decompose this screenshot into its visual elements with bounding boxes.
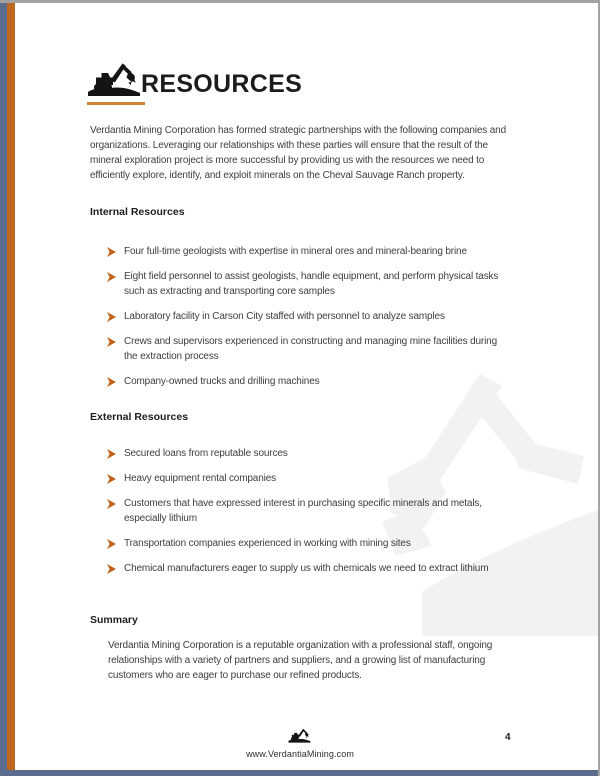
list-item-text: Eight field personnel to assist geologists, handle equipment, and perform physical tasks such as extracting and transporting core samples: [124, 271, 499, 297]
list-item-text: Transportation companies experienced in working with mining sites: [124, 538, 411, 549]
page-number: 4: [505, 732, 511, 743]
list-item: [107, 471, 509, 486]
left-accent-bar-orange: [7, 0, 15, 776]
arrow-bullet-icon: [107, 496, 116, 526]
arrow-bullet-icon: [107, 471, 116, 486]
section-heading-external-resources: External Resources: [90, 411, 189, 423]
arrow-bullet-icon: [107, 269, 116, 299]
list-item: [107, 269, 509, 299]
list-item-text: Company-owned trucks and drilling machines: [124, 376, 320, 387]
intro-paragraph: Verdantia Mining Corporation has formed strategic partnerships with the following companies and organizations. Leveraging our relationships with these parties will ensure that the result of the mineral exploration project is more successful by providing us with the resources we need to efficiently explore, identify, and exploit minerals on the Cheval Sauvage Ranch property.: [90, 125, 506, 181]
list-item-text: Chemical manufacturers eager to supply us with chemicals we need to extract lithium: [124, 563, 489, 574]
bottom-accent-bar: [0, 770, 600, 776]
section-heading-summary: Summary: [90, 614, 138, 626]
summary-paragraph: Verdantia Mining Corporation is a reputable organization with a professional staff, ongoing relationships with a variety of partners and suppliers, and a growing list of manufacturing customers who are eager to purchase our refined products.: [108, 640, 493, 681]
arrow-bullet-icon: [107, 446, 116, 461]
arrow-bullet-icon: [107, 334, 116, 364]
list-item-text: Secured loans from reputable sources: [124, 448, 288, 459]
list-item-text: Laboratory facility in Carson City staffed with personnel to analyze samples: [124, 311, 445, 322]
arrow-bullet-icon: [107, 374, 116, 389]
footer-url: www.VerdantiaMining.com: [246, 749, 354, 759]
arrow-bullet-icon: [107, 244, 116, 259]
list-item-text: Heavy equipment rental companies: [124, 473, 276, 484]
list-item: [107, 309, 509, 324]
list-item: [107, 334, 509, 364]
logo: [87, 60, 145, 105]
section-heading-internal-resources: Internal Resources: [90, 206, 185, 218]
page-border-top: [0, 0, 600, 3]
list-item: [107, 536, 509, 551]
logo-underline: [87, 102, 145, 105]
list-item-text: Four full-time geologists with expertise in mineral ores and mineral-bearing brine: [124, 246, 467, 257]
list-item: [107, 244, 509, 259]
arrow-bullet-icon: [107, 561, 116, 576]
list-item: [107, 496, 509, 526]
external-resources-list: [107, 446, 509, 586]
arrow-bullet-icon: [107, 536, 116, 551]
list-item: [107, 561, 509, 576]
internal-resources-list: [107, 244, 509, 399]
list-item-text: Crews and supervisors experienced in constructing and managing mine facilities during the extraction process: [124, 336, 498, 362]
excavator-icon: [87, 83, 145, 105]
footer-excavator-icon: [288, 727, 311, 748]
page-title: RESOURCES: [141, 70, 303, 98]
arrow-bullet-icon: [107, 309, 116, 324]
list-item: [107, 446, 509, 461]
list-item: [107, 374, 509, 389]
left-accent-bar-slate: [0, 0, 7, 776]
list-item-text: Customers that have expressed interest in purchasing specific minerals and metals, especially lithium: [124, 498, 482, 524]
